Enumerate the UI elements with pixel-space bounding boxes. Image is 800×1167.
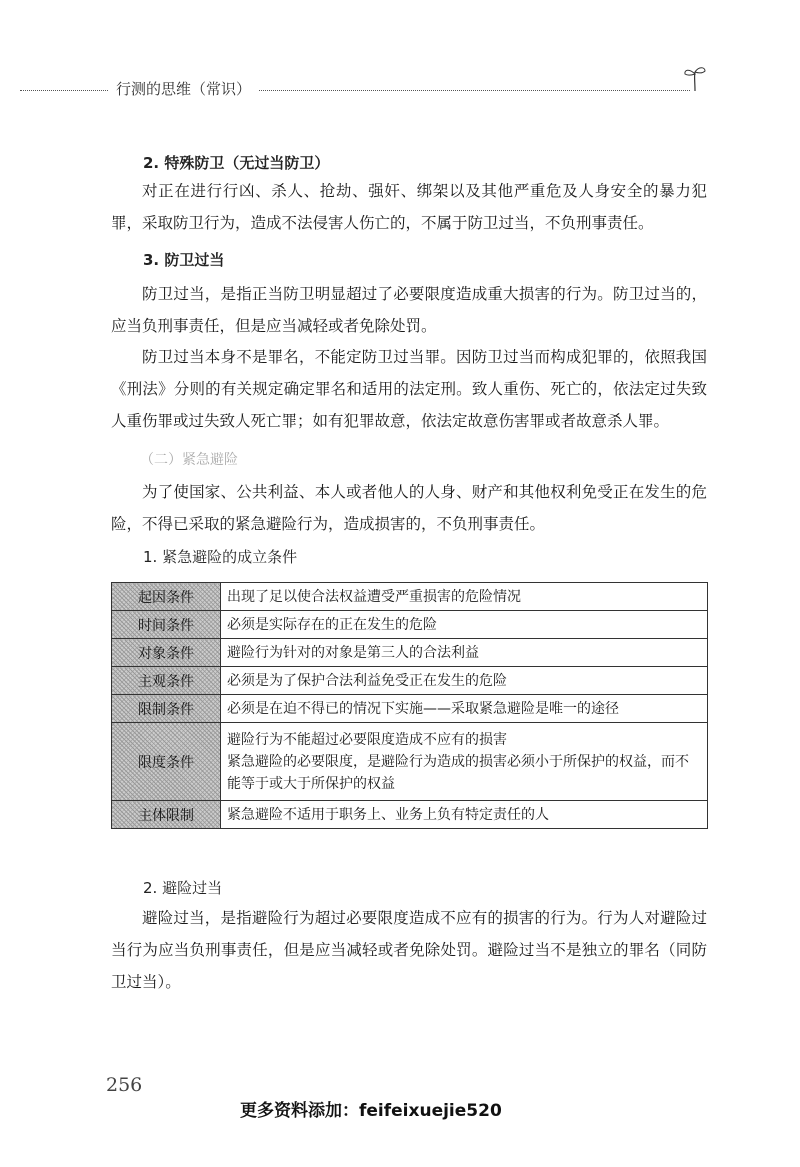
condition-key: 主观条件 [112, 667, 221, 695]
condition-value [221, 723, 708, 801]
running-header: 行测的思维（常识） [108, 78, 259, 99]
condition-value: 出现了足以使合法权益遭受严重损害的危险情况 [221, 583, 708, 611]
condition-key: 时间条件 [112, 611, 221, 639]
table-row [112, 723, 708, 801]
para-emergency-avoidance: 为了使国家、公共利益、本人或者他人的人身、财产和其他权利免受正在发生的危险，不得已采取的紧急避险行为，造成损害的，不负刑事责任。 [111, 483, 707, 533]
table-row [112, 639, 708, 667]
table-row [112, 611, 708, 639]
condition-key: 限度条件 [112, 723, 221, 801]
para-avoidance-excess: 避险过当，是指避险行为超过必要限度造成不应有的损害的行为。行为人对避险过当行为应当负刑事责任，但是应当减轻或者免除处罚。避险过当不是独立的罪名（同防卫过当）。 [111, 909, 707, 991]
condition-key: 起因条件 [112, 583, 221, 611]
condition-value: 避险行为针对的对象是第三人的合法利益 [221, 639, 708, 667]
condition-value: 必须是实际存在的正在发生的危险 [221, 611, 708, 639]
sprout-icon [682, 64, 708, 92]
condition-key: 对象条件 [112, 639, 221, 667]
condition-key: 限制条件 [112, 695, 221, 723]
heading-conditions: 1. 紧急避险的成立条件 [143, 548, 298, 566]
table-row [112, 583, 708, 611]
heading-special-defense: 2. 特殊防卫（无过当防卫） [143, 154, 330, 172]
para-special-defense: 对正在进行行凶、杀人、抢劫、强奸、绑架以及其他严重危及人身安全的暴力犯罪，采取防卫行为，造成不法侵害人伤亡的，不属于防卫过当，不负刑事责任。 [111, 182, 707, 232]
footer-note: 更多资料添加：feifeixuejie520 [240, 1101, 502, 1121]
condition-value: 必须是为了保护合法利益免受正在发生的危险 [221, 667, 708, 695]
heading-avoidance-excess: 2. 避险过当 [143, 879, 223, 897]
condition-value: 紧急避险不适用于职务上、业务上负有特定责任的人 [221, 801, 708, 829]
heading-emergency-avoidance: （二）紧急避险 [140, 452, 238, 468]
table-row [112, 667, 708, 695]
para-excessive-defense-crime: 防卫过当本身不是罪名，不能定防卫过当罪。因防卫过当而构成犯罪的，依照我国《刑法》分则的有关规定确定罪名和适用的法定刑。致人重伤、死亡的，依法定过失致人重伤罪或过失致人死亡罪；如有犯罪故意，依法定故意伤害罪或者故意杀人罪。 [111, 348, 707, 430]
condition-value-line: 避险行为不能超过必要限度造成不应有的损害 [227, 731, 507, 748]
table-row [112, 695, 708, 723]
table-row [112, 801, 708, 829]
condition-value-line: 紧急避险的必要限度，是避险行为造成的损害必须小于所保护的权益，而不能等于或大于所保护的权益 [227, 753, 689, 792]
condition-key: 主体限制 [112, 801, 221, 829]
page-number: 256 [106, 1074, 143, 1096]
para-excessive-defense-def: 防卫过当，是指正当防卫明显超过了必要限度造成重大损害的行为。防卫过当的，应当负刑事责任，但是应当减轻或者免除处罚。 [111, 285, 707, 335]
condition-value: 必须是在迫不得已的情况下实施——采取紧急避险是唯一的途径 [221, 695, 708, 723]
heading-excessive-defense: 3. 防卫过当 [143, 251, 225, 269]
conditions-table [111, 582, 708, 829]
